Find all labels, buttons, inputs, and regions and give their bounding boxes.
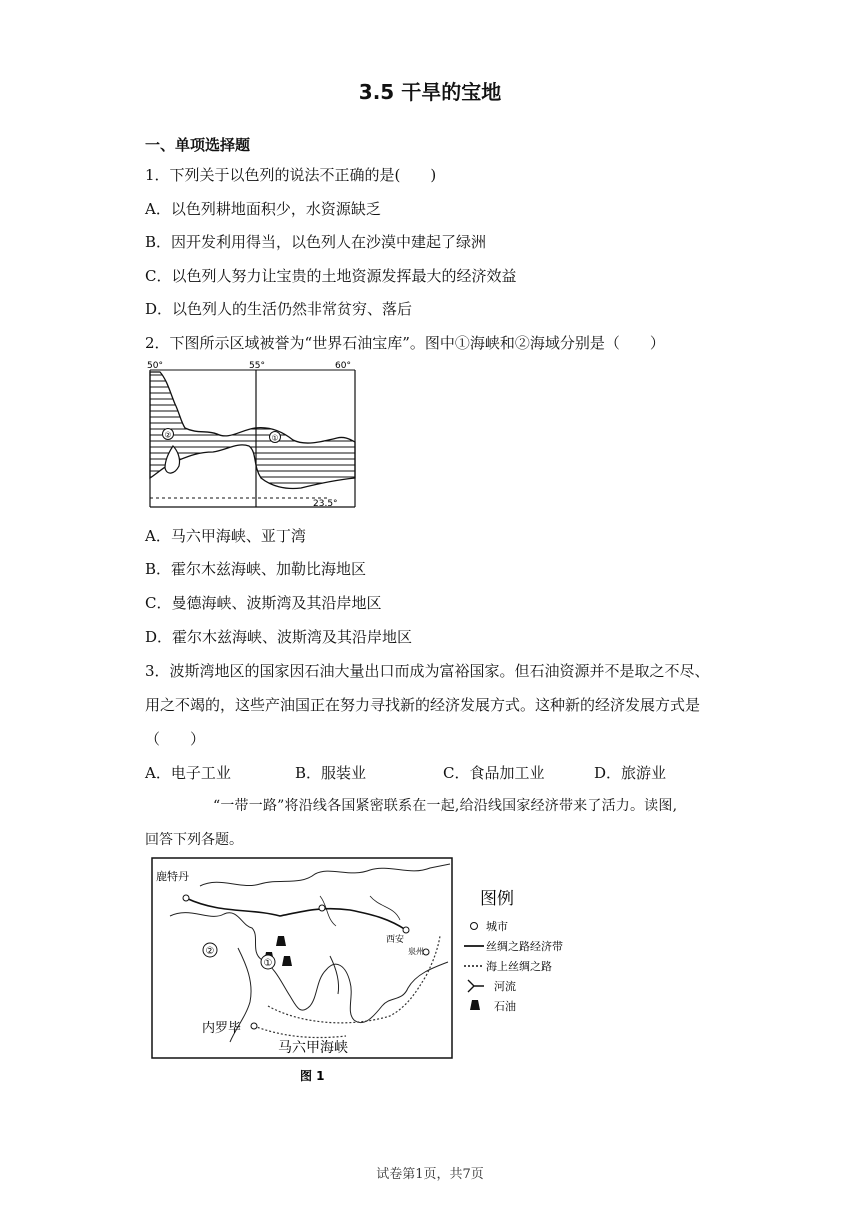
label-rotterdam: 鹿特丹 — [156, 870, 189, 883]
label-nairobi: 内罗毕 — [202, 1021, 242, 1036]
legend-maritime: 海上丝绸之路 — [486, 960, 552, 973]
legend-belt: 丝绸之路经济带 — [486, 940, 563, 953]
q1-option-d: D．以色列人的生活仍然非常贫穷、落后 — [145, 300, 413, 318]
q3-option-a: A．电子工业 — [145, 764, 231, 782]
persian-gulf-map — [145, 360, 365, 510]
legend-city: 城市 — [486, 920, 508, 933]
legend-title: 图例 — [480, 889, 514, 909]
map-mark-2: ② — [164, 430, 172, 440]
page-footer: 试卷第1页，共7页 — [376, 1167, 484, 1182]
map2-mark-1: ① — [263, 958, 273, 969]
section-heading: 一、单项选择题 — [145, 136, 251, 154]
page-title: 3.5 干旱的宝地 — [358, 80, 502, 104]
lat-label: 23.5° — [313, 499, 338, 509]
q1-option-b: B．因开发利用得当，以色列人在沙漠中建起了绿洲 — [145, 233, 487, 251]
q3-option-d: D．旅游业 — [594, 764, 667, 782]
q2-option-b: B．霍尔木兹海峡、加勒比海地区 — [145, 560, 367, 578]
q2-stem: 2．下图所示区域被誉为“世界石油宝库”。图中①海峡和②海域分别是（ ） — [145, 334, 665, 352]
q3-stem-line1: 3．波斯湾地区的国家因石油大量出口而成为富裕国家。但石油资源并不是取之不尽、 — [145, 662, 710, 680]
q3-option-b: B．服装业 — [295, 764, 367, 782]
lon-label-55: 55° — [249, 361, 265, 371]
map-mark-1: ① — [271, 433, 279, 443]
figure-caption: 图 1 — [300, 1069, 325, 1083]
q1-stem: 1．下列关于以色列的说法不正确的是( ) — [145, 166, 437, 184]
q3-stem-line3: （ ） — [145, 730, 206, 748]
legend-oil: 石油 — [494, 1000, 516, 1013]
intro-line1: “一带一路”将沿线各国紧密联系在一起,给沿线国家经济带来了活力。读图, — [213, 798, 678, 814]
q2-option-a: A．马六甲海峡、亚丁湾 — [145, 527, 306, 545]
label-xian: 西安 — [386, 935, 405, 945]
lon-label-60: 60° — [335, 361, 351, 371]
q1-option-a: A．以色列耕地面积少，水资源缺乏 — [145, 200, 381, 218]
label-quanzhou: 泉州 — [408, 947, 424, 956]
lon-label-50: 50° — [147, 361, 163, 371]
belt-road-map — [150, 856, 620, 1086]
q3-stem-line2: 用之不竭的，这些产油国正在努力寻找新的经济发展方式。这种新的经济发展方式是 — [145, 696, 701, 714]
q2-option-c: C．曼德海峡、波斯湾及其沿岸地区 — [145, 594, 382, 612]
label-malacca: 马六甲海峡 — [278, 1040, 348, 1056]
q1-option-c: C．以色列人努力让宝贵的土地资源发挥最大的经济效益 — [145, 267, 517, 285]
intro-line2: 回答下列各题。 — [145, 832, 243, 848]
legend-river: 河流 — [494, 980, 516, 993]
q3-option-c: C．食品加工业 — [443, 764, 545, 782]
q2-option-d: D．霍尔木兹海峡、波斯湾及其沿岸地区 — [145, 628, 413, 646]
map2-mark-2: ② — [205, 946, 215, 957]
